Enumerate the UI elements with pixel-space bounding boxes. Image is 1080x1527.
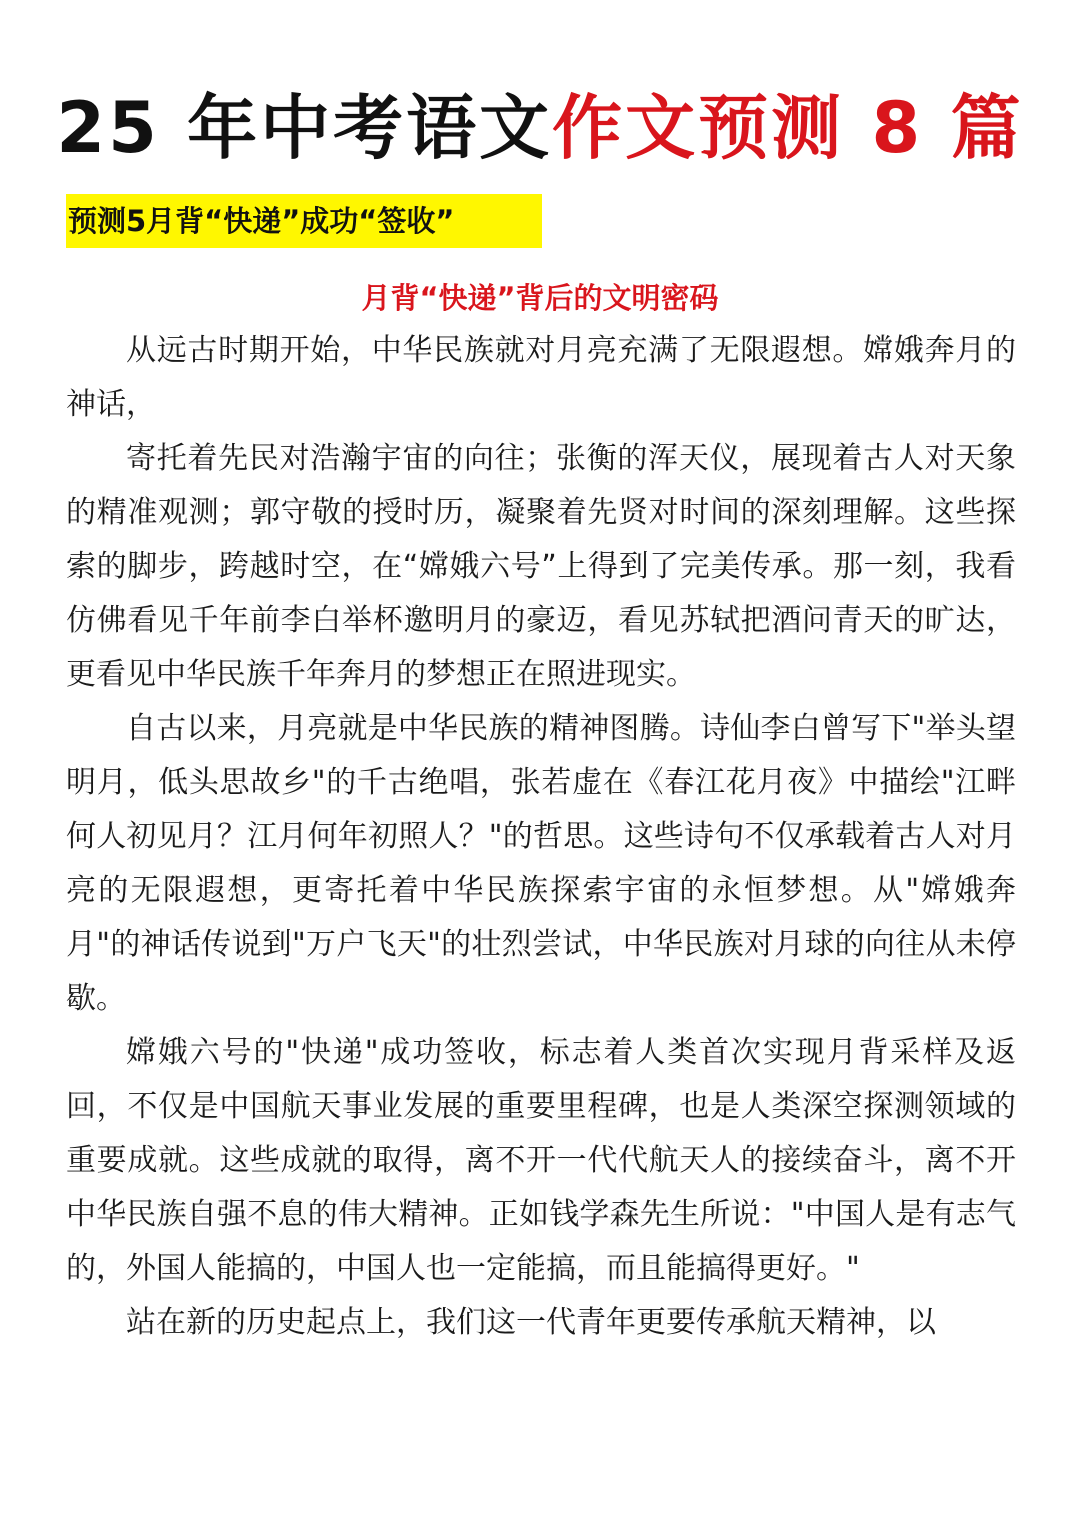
paragraph-4: 嫦娥六号的"快递"成功签收，标志着人类首次实现月背采样及返回，不仅是中国航天事业发展的重要里程碑，也是人类深空探测领域的重要成就。这些成就的取得，离不开一代代航天人的接续奋斗，离不开中华民族自强不息的伟大精神。正如钱学森先生所说："中国人是有志气的，外国人能搞的，中国人也一定能搞，而且能搞得更好。" [66, 1035, 1016, 1286]
paragraph-1: 从远古时期开始，中华民族就对月亮充满了无限遐想。嫦娥奔月的神话， [66, 333, 1016, 422]
title-black-part: 25 年中考语文 [56, 87, 553, 169]
title-red-part: 作文预测 8 篇 [552, 87, 1024, 169]
page-title [0, 78, 1080, 178]
paragraph-2: 寄托着先民对浩瀚宇宙的向往；张衡的浑天仪，展现着古人对天象的精准观测；郭守敬的授时历，凝聚着先贤对时间的深刻理解。这些探索的脚步，跨越时空，在“嫦娥六号”上得到了完美传承。那一刻，我看仿佛看见千年前李白举杯邀明月的豪迈，看见苏轼把酒问青天的旷达，更看见中华民族千年奔月的梦想正在照进现实。 [66, 441, 1016, 692]
essay-body [66, 324, 1016, 1350]
paragraph-3: 自古以来，月亮就是中华民族的精神图腾。诗仙李白曾写下"举头望明月，低头思故乡"的千古绝唱，张若虚在《春江花月夜》中描绘"江畔何人初见月？江月何年初照人？"的哲思。这些诗句不仅承载着古人对月亮的无限遐想，更寄托着中华民族探索宇宙的永恒梦想。从"嫦娥奔月"的神话传说到"万户飞天"的壮烈尝试，中华民族对月球的向往从未停歇。 [66, 711, 1016, 1016]
highlight-heading: 预测5月背“快递”成功“签收” [66, 194, 542, 248]
paragraph-5: 站在新的历史起点上，我们这一代青年更要传承航天精神，以 [126, 1305, 936, 1340]
essay-title: 月背“快递”背后的文明密码 [361, 281, 719, 315]
